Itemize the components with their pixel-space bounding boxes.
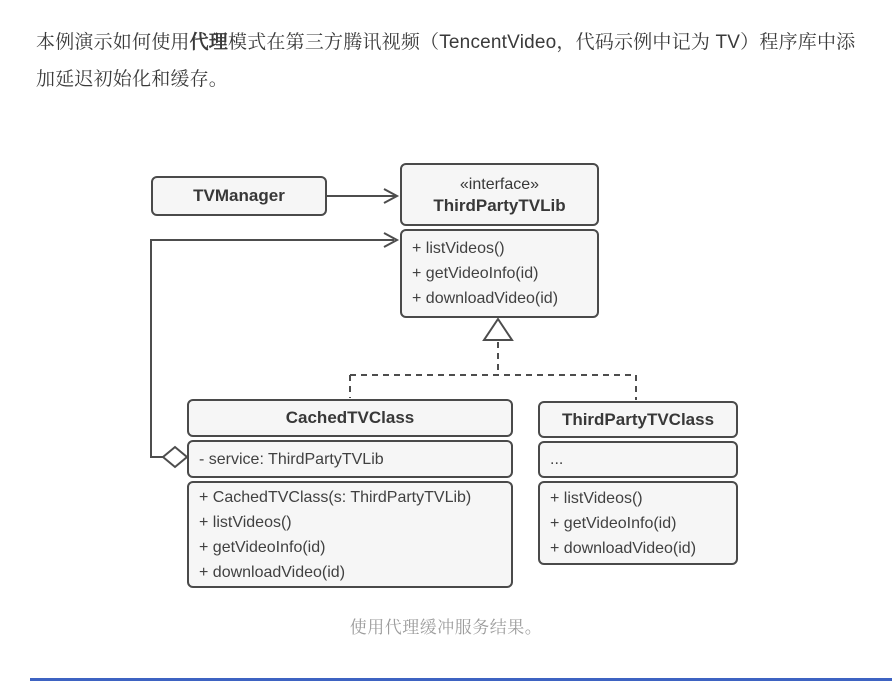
class-header-thirdparty [538, 401, 738, 438]
class-box-tvmanager [151, 176, 327, 216]
interface-stereotype: «interface» [459, 175, 540, 193]
generalization-triangle [484, 319, 512, 340]
realization-dashed-lines [350, 342, 636, 400]
method-item: + listVideos() [412, 240, 505, 257]
interface-box-thirdpartytvlib [400, 163, 599, 318]
class-header-cached [187, 399, 513, 437]
class-box-thirdpartytvclass [538, 401, 738, 565]
association-arrow-tvmanager [327, 189, 397, 203]
bottom-divider [30, 678, 892, 681]
interface-methods [400, 229, 599, 318]
interface-header [400, 163, 599, 226]
method-item: + downloadVideo(id) [550, 539, 697, 557]
figure-caption: 使用代理缓冲服务结果。 [349, 618, 543, 637]
intro-paragraph [36, 24, 866, 98]
intro-text-after: 模式在第三方腾讯视频（TencentVideo，代码示例中记为 TV）程序库中添加延迟初始化和缓存。 [36, 32, 856, 90]
class-name-tvmanager [151, 176, 327, 216]
class-attributes-cached [187, 440, 513, 478]
method-item: + getVideoInfo(id) [199, 538, 326, 556]
method-item: + CachedTVClass(s: ThirdPartyTVLib) [199, 488, 472, 506]
intro-bold-keyword: 代理 [189, 32, 229, 53]
class-name-label: CachedTVClass [285, 408, 415, 427]
method-item: + downloadVideo(id) [199, 563, 346, 581]
method-item: + listVideos() [199, 513, 292, 531]
intro-text-before: 本例演示如何使用 [36, 32, 190, 53]
method-item: + getVideoInfo(id) [412, 265, 539, 282]
method-item: + listVideos() [550, 489, 643, 507]
attribute-item: ... [550, 451, 564, 468]
class-methods-thirdparty [538, 481, 738, 565]
class-methods-cached [187, 481, 513, 588]
interface-name-label: ThirdPartyTVLib [433, 195, 566, 215]
attribute-item: - service: ThirdPartyTVLib [199, 450, 384, 468]
aggregation-diamond [163, 447, 187, 467]
class-attributes-thirdparty [538, 441, 738, 478]
method-item: + downloadVideo(id) [412, 290, 559, 307]
class-box-cachedtvclass [187, 399, 513, 588]
class-name-label: TVManager [193, 186, 285, 205]
method-item: + getVideoInfo(id) [550, 514, 677, 532]
class-name-label: ThirdPartyTVClass [561, 409, 715, 429]
